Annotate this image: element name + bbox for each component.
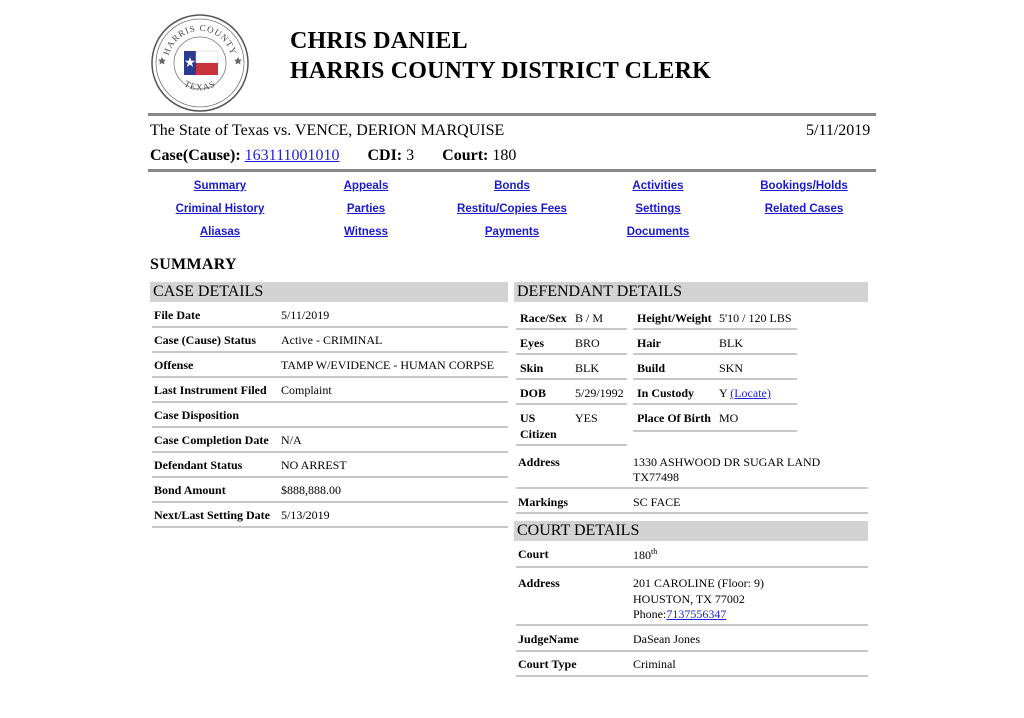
case-details-heading: CASE DETAILS [150,282,508,302]
court-type-label: Court Type [518,657,577,671]
hair-label: Hair [637,336,661,350]
hair-value: BLK [719,336,743,350]
nav-aliasas[interactable]: Aliasas [199,226,241,238]
judge-name-label: JudgeName [518,632,579,646]
case-date: 5/11/2019 [806,122,871,139]
case-detail-label: Bond Amount [154,483,226,497]
nav-appeals[interactable]: Appeals [343,180,389,192]
case-detail-label: Defendant Status [154,458,243,472]
height-weight-value: 5'10 / 120 LBS [719,311,792,325]
defendant-address-label: Address [518,455,560,469]
nav-parties[interactable]: Parties [346,203,386,215]
court-value: 180 [492,147,517,164]
court-phone-link[interactable]: 7137556347 [666,607,727,621]
court-type-value: Criminal [633,657,676,671]
cause-label: Case(Cause): [150,147,241,164]
case-detail-value: Active - CRIMINAL [281,333,383,347]
markings-label: Markings [518,495,569,509]
place-of-birth-value: MO [719,411,739,425]
case-detail-label: Case (Cause) Status [154,333,256,347]
court-label: Court [518,547,549,561]
court-address-label: Address [518,576,560,590]
us-citizen-label-line1: US [520,411,536,425]
nav-documents[interactable]: Documents [626,226,690,238]
case-detail-value: N/A [281,433,302,447]
seal-bottom-text: TEXAS [182,78,218,93]
locate-link[interactable]: (Locate) [730,386,771,400]
clerk-name: CHRIS DANIEL [290,28,468,54]
case-detail-label: Next/Last Setting Date [154,508,270,522]
case-detail-label: Case Completion Date [154,433,269,447]
case-detail-value: NO ARREST [281,458,347,472]
clerk-office-title: HARRIS COUNTY DISTRICT CLERK [290,58,712,84]
nav-summary[interactable]: Summary [193,180,247,192]
nav-related-cases[interactable]: Related Cases [764,203,844,215]
cdi-label: CDI: [367,147,403,164]
skin-value: BLK [575,361,599,375]
defendant-address-line1: 1330 ASHWOOD DR SUGAR LAND [633,455,821,469]
race-sex-label: Race/Sex [520,311,567,325]
harris-county-seal-icon [150,13,250,113]
case-divider [148,169,876,172]
dob-label: DOB [520,386,547,400]
build-label: Build [637,361,666,375]
seal-top-text: HARRIS COUNTY [161,22,239,57]
nav-witness[interactable]: Witness [344,226,388,238]
court-label: Court: [442,147,489,164]
cdi-value: 3 [406,147,415,164]
us-citizen-value: YES [575,411,598,425]
eyes-value: BRO [575,336,600,350]
summary-title: SUMMARY [150,256,237,273]
case-detail-label: Offense [154,358,194,372]
case-detail-value: 5/11/2019 [281,308,330,322]
defendant-details-heading: DEFENDANT DETAILS [514,282,868,302]
court-address-line2: HOUSTON, TX 77002 [633,592,745,606]
us-citizen-label-line2: Citizen [520,427,557,441]
nav-settings[interactable]: Settings [635,203,681,215]
place-of-birth-label: Place Of Birth [637,411,711,425]
case-detail-value: TAMP W/EVIDENCE - HUMAN CORPSE [281,358,495,372]
court-address-line1: 201 CAROLINE (Floor: 9) [633,576,764,590]
case-detail-value: 5/13/2019 [281,508,330,522]
nav-payments[interactable]: Payments [484,226,540,238]
height-weight-label: Height/Weight [637,311,712,325]
nav-restitu-copies-fees[interactable]: Restitu/Copies Fees [457,203,567,215]
header-divider [148,113,876,116]
race-sex-value: B / M [575,311,604,325]
case-title: The State of Texas vs. VENCE, DERION MARQUISE [150,122,505,139]
build-value: SKN [719,361,744,375]
case-detail-label: Last Instrument Filed [154,383,267,397]
defendant-address-line2: TX77498 [633,470,679,484]
court-number: 180th [633,547,658,562]
skin-label: Skin [520,361,544,375]
cause-number-link[interactable]: 163111001010 [244,147,340,164]
nav-criminal-history[interactable]: Criminal History [175,203,265,215]
judge-name-value: DaSean Jones [633,632,700,646]
in-custody-value: Y (Locate) [719,386,771,400]
eyes-label: Eyes [520,336,544,350]
court-details-heading: COURT DETAILS [514,521,868,541]
nav-activities[interactable]: Activities [632,180,684,192]
markings-value: SC FACE [633,495,681,509]
case-detail-value: Complaint [281,383,332,397]
dob-value: 5/29/1992 [575,386,624,400]
case-detail-label: File Date [154,308,201,322]
case-detail-value: $888,888.00 [281,483,341,497]
nav-bonds[interactable]: Bonds [494,180,530,192]
nav-bookings-holds[interactable]: Bookings/Holds [760,180,848,192]
court-phone: Phone:7137556347 [633,607,727,621]
case-info-line [150,147,516,165]
case-detail-label: Case Disposition [154,408,240,422]
in-custody-label: In Custody [637,386,695,400]
